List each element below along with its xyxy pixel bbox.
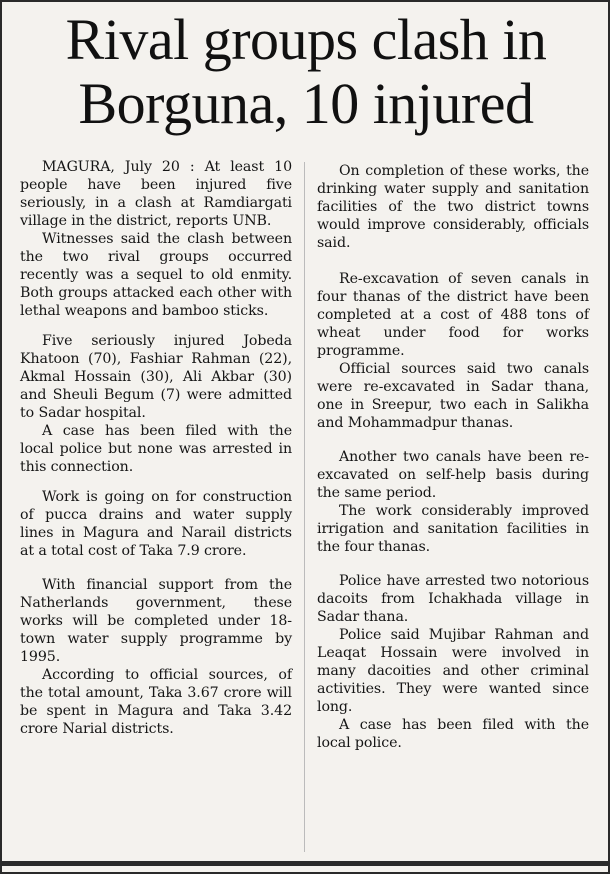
- bottom-rule: [2, 861, 610, 866]
- paragraph: The work considerably improved irrigation and sanitation facilities in the four thanas.: [317, 503, 589, 555]
- paragraph: Witnesses said the clash between the two rival groups occurred recently was a sequel to old enmity. Both groups attacked each other with lethal weapons and bamboo sticks.: [20, 231, 292, 319]
- paragraph: Work is going on for construction of pucca drains and water supply lines in Magura and Narail districts at a total cost of Taka 7.9 crore.: [20, 489, 292, 559]
- paragraph: Another two canals have been re-excavated on self-help basis during the same period.: [317, 449, 589, 501]
- headline: [16, 8, 596, 136]
- paragraph: Police said Mujibar Rahman and Leaqat Hossain were involved in many dacoities and other criminal activities. They were wanted since long.: [317, 627, 589, 715]
- headline-line-1: Rival groups clash in: [65, 7, 547, 72]
- paragraph: Re-excavation of seven canals in four thanas of the district have been completed at a cost of 488 tons of wheat under food for works programme.: [317, 271, 589, 359]
- paragraph: A case has been filed with the local police.: [317, 717, 589, 751]
- paragraph: Official sources said two canals were re-excavated in Sadar thana, one in Sreepur, two each in Salikha and Mohammadpur thanas.: [317, 361, 589, 431]
- article-column-left: [20, 158, 292, 738]
- article-column-right: [317, 158, 589, 752]
- paragraph: According to official sources, of the total amount, Taka 3.67 crore will be spent in Magura and Taka 3.42 crore Narial districts.: [20, 667, 292, 737]
- paragraph: On completion of these works, the drinking water supply and sanitation facilities of the two district towns would improve considerably, officials said.: [317, 163, 589, 251]
- paragraph: With financial support from the Natherlands government, these works will be completed under 18-town water supply programme by 1995.: [20, 577, 292, 665]
- paragraph: MAGURA, July 20 : At least 10 people have been injured five seriously, in a clash at Ramdiargati village in the district, reports UNB.: [20, 159, 292, 229]
- paragraph: Police have arrested two notorious dacoits from Ichakhada village in Sadar thana.: [317, 573, 589, 625]
- headline-line-2: Borguna, 10 injured: [78, 71, 534, 136]
- paragraph: Five seriously injured Jobeda Khatoon (70), Fashiar Rahman (22), Akmal Hossain (30), Ali Akbar (30) and Sheuli Begum (7) were admitted to Sadar hospital.: [20, 333, 292, 421]
- paragraph: A case has been filed with the local police but none was arrested in this connection.: [20, 423, 292, 475]
- column-divider: [304, 162, 305, 852]
